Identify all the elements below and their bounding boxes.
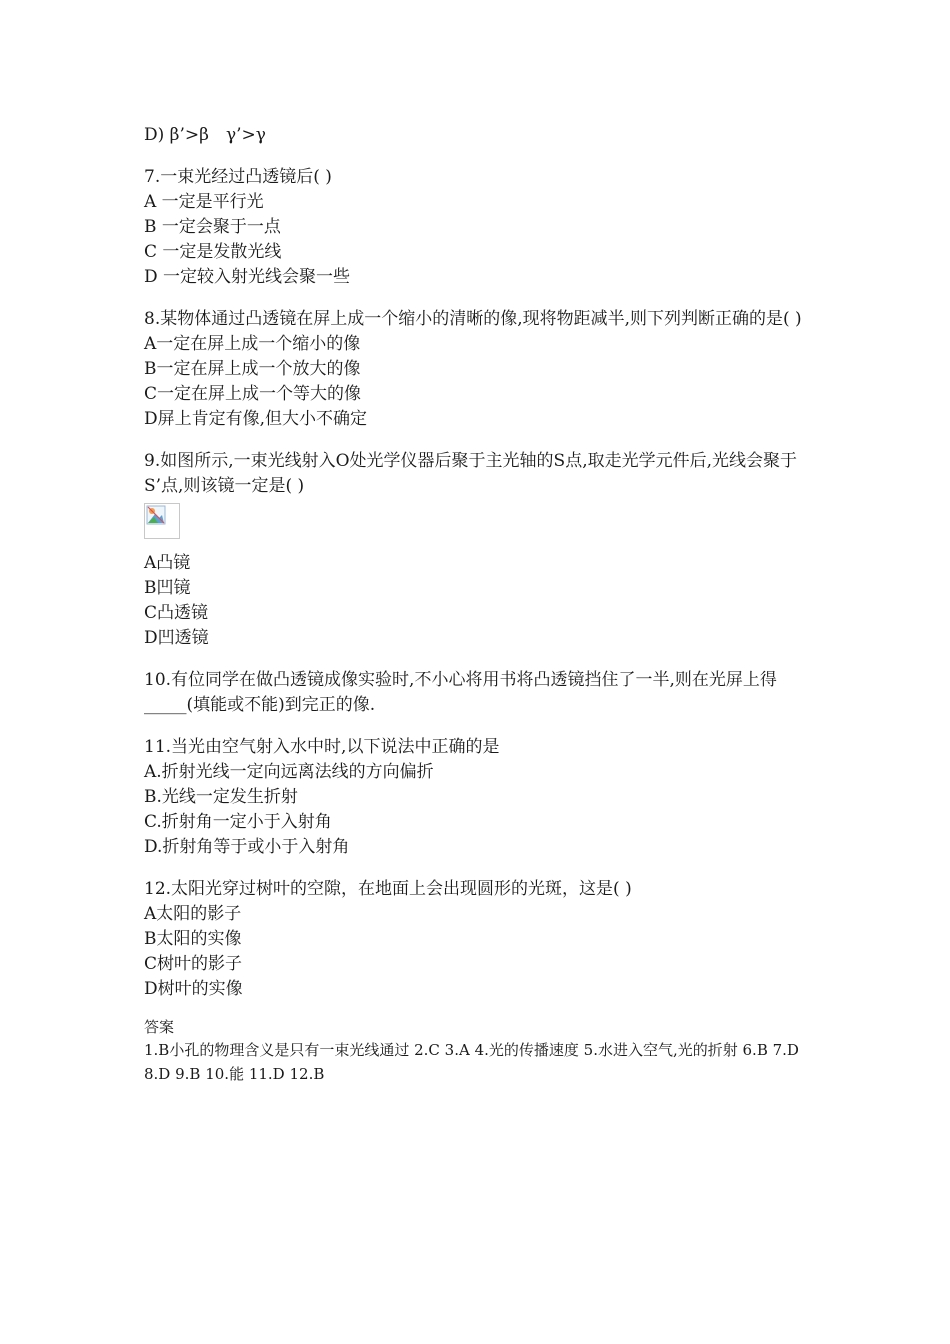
q8-option-d: D屏上肯定有像,但大小不确定	[144, 409, 368, 429]
q12-option-c: C树叶的影子	[144, 954, 243, 974]
q11-option-d: D.折射角等于或小于入射角	[144, 837, 350, 857]
q9-option-a: A凸镜	[144, 553, 191, 573]
question-12	[144, 877, 814, 1002]
q7-option-c: C 一定是发散光线	[144, 242, 282, 262]
q12-option-a: A太阳的影子	[144, 904, 242, 924]
question-9	[144, 449, 814, 651]
document-page	[144, 123, 814, 1086]
q7-stem: 7.一束光经过凸透镜后( )	[144, 167, 332, 187]
question-8	[144, 307, 814, 432]
q9-option-b: B凹镜	[144, 578, 191, 598]
answer-title: 答案	[144, 1018, 175, 1036]
q11-option-b: B.光线一定发生折射	[144, 787, 298, 807]
q8-option-b: B一定在屏上成一个放大的像	[144, 359, 361, 379]
question-11	[144, 735, 814, 860]
q8-stem: 8.某物体通过凸透镜在屏上成一个缩小的清晰的像,现将物距减半,则下列判断正确的是( )	[144, 309, 802, 329]
q7-option-b: B 一定会聚于一点	[144, 217, 281, 237]
question-7	[144, 165, 814, 290]
question-10	[144, 668, 814, 718]
q12-option-b: B太阳的实像	[144, 929, 242, 949]
answer-section	[144, 1016, 814, 1086]
broken-image-icon	[144, 503, 180, 539]
q12-stem: 12.太阳光穿过树叶的空隙，在地面上会出现圆形的光斑，这是( )	[144, 879, 632, 899]
q7-option-a: A 一定是平行光	[144, 192, 264, 212]
q6-option-d: D) β’>β γ’>γ	[144, 125, 266, 145]
q8-option-a: A一定在屏上成一个缩小的像	[144, 334, 361, 354]
q9-option-c: C凸透镜	[144, 603, 209, 623]
q10-stem: 10.有位同学在做凸透镜成像实验时,不小心将用书将凸透镜挡住了一半,则在光屏上得_____(填能或不能)到完正的像.	[144, 670, 777, 715]
q7-option-d: D 一定较入射光线会聚一些	[144, 267, 351, 287]
image-placeholder-icon	[146, 505, 166, 525]
q9-option-d: D凹透镜	[144, 628, 209, 648]
q11-option-c: C.折射角一定小于入射角	[144, 812, 332, 832]
q11-stem: 11.当光由空气射入水中时,以下说法中正确的是	[144, 737, 500, 757]
q12-option-d: D树叶的实像	[144, 979, 243, 999]
q11-option-a: A.折射光线一定向远离法线的方向偏折	[144, 762, 434, 782]
answer-text: 1.B小孔的物理含义是只有一束光线通过 2.C 3.A 4.光的传播速度 5.水进入空气,光的折射 6.B 7.D 8.D 9.B 10.能 11.D 12.B	[144, 1041, 799, 1083]
q9-stem: 9.如图所示,一束光线射入O处光学仪器后聚于主光轴的S点,取走光学元件后,光线会聚于S’点,则该镜一定是( )	[144, 451, 798, 496]
q8-option-c: C一定在屏上成一个等大的像	[144, 384, 362, 404]
